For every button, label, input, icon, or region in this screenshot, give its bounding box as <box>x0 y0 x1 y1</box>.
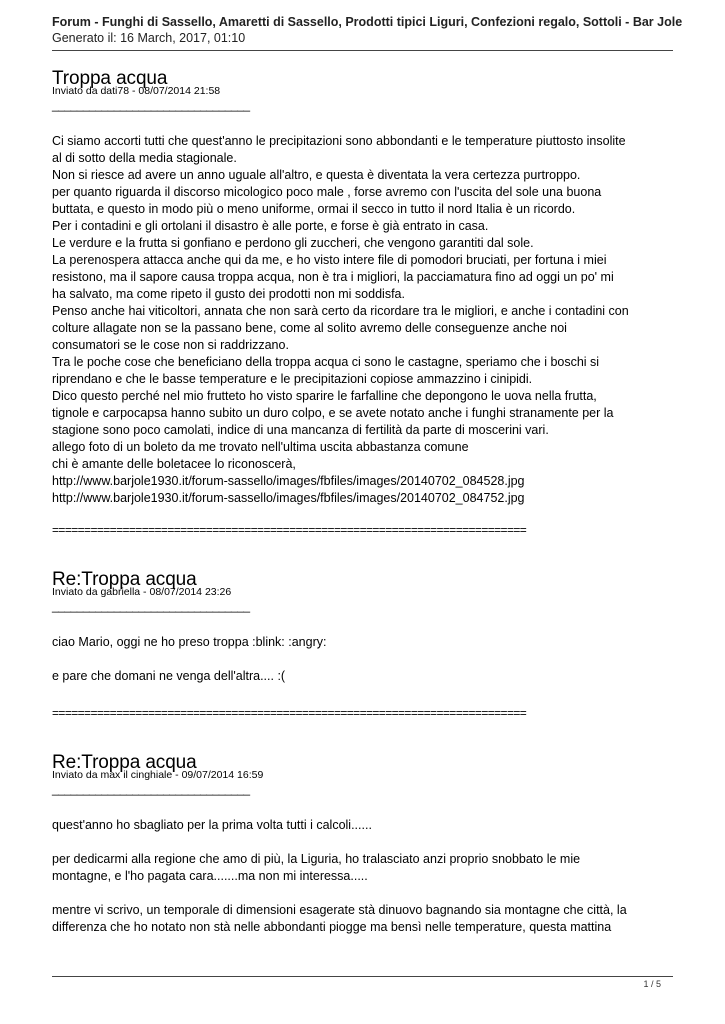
post-separator: ========================================================================== <box>52 523 527 537</box>
document-header <box>52 14 725 46</box>
post-underline: ________________________________ <box>52 782 250 796</box>
body-line: buttata, e questo in modo più o meno uniforme, ormai il secco in tutto il nord Italia è un ricordo. <box>52 202 576 216</box>
post-author-date: Inviato da gabriella - 08/07/2014 23:26 <box>52 586 232 598</box>
body-line: Per i contadini e gli ortolani il disastro è alle porte, e forse è già entrato in casa. <box>52 219 489 233</box>
forum-post <box>52 754 682 936</box>
forum-post <box>52 571 682 685</box>
post-author-date: Inviato da dati78 - 08/07/2014 21:58 <box>52 85 221 97</box>
body-line: tignole e carpocapsa hanno subito un duro colpo, e se avete notato anche i funghi stranamente per la <box>52 406 614 420</box>
body-line: allego foto di un boleto da me trovato nell'ultima uscita abbastanza comune <box>52 440 469 454</box>
body-line: per quanto riguarda il discorso micologico poco male , forse avremo con l'uscita del sole una buona <box>52 185 602 199</box>
post-body <box>52 817 682 936</box>
body-line: differenza che ho notato non stà nelle abbondanti piogge ma bensì nelle temperature, questa mattina <box>52 920 612 934</box>
body-line: Tra le poche cose che beneficiano della troppa acqua ci sono le castagne, speriamo che i boschi si <box>52 355 600 369</box>
post-author-date: Inviato da max il cinghiale - 09/07/2014 16:59 <box>52 769 264 781</box>
forum-title: Forum - Funghi di Sassello, Amaretti di Sassello, Prodotti tipici Liguri, Confezioni regalo, Sottoli - Bar Jole <box>52 15 683 29</box>
body-line: resistono, ma il sapore causa troppa acqua, non è tra i migliori, la pacciamatura fino ad oggi un po' mi <box>52 270 614 284</box>
post-body <box>52 634 682 685</box>
body-line: per dedicarmi alla regione che amo di più, la Liguria, ho tralasciato anzi proprio snobbato le mie <box>52 852 581 866</box>
body-line: e pare che domani ne venga dell'altra.... :( <box>52 669 286 683</box>
post-underline: ________________________________ <box>52 599 250 613</box>
body-line: Ci siamo accorti tutti che quest'anno le precipitazioni sono abbondanti e le temperature piuttosto insolite <box>52 134 626 148</box>
blank-line <box>52 885 682 902</box>
body-line: ciao Mario, oggi ne ho preso troppa :blink: :angry: <box>52 635 327 649</box>
post-title: Troppa acqua <box>52 68 168 89</box>
post-title: Re:Troppa acqua <box>52 569 197 590</box>
body-line: mentre vi scrivo, un temporale di dimensioni esagerate stà dinuovo bagnando sia montagne che città, la <box>52 903 627 917</box>
body-line: Penso anche hai viticoltori, annata che non sarà certo da ricordare tra le migliori, e anche i contadini con <box>52 304 629 318</box>
body-line: Dico questo perché nel mio frutteto ho visto sparire le farfalline che depongono le uova nella frutta, <box>52 389 597 403</box>
blank-line <box>52 651 682 668</box>
blank-line <box>52 834 682 851</box>
forum-post <box>52 70 682 507</box>
body-line: http://www.barjole1930.it/forum-sassello/images/fbfiles/images/20140702_084528.jpg <box>52 474 525 488</box>
body-line: consumatori se le cose non si raddrizzano. <box>52 338 289 352</box>
body-line: Le verdure e la frutta si gonfiano e perdono gli zuccheri, che vengono garantiti dal sole. <box>52 236 534 250</box>
body-line: La perenospera attacca anche qui da me, e ho visto intere file di pomodori bruciati, per fortuna i miei <box>52 253 607 267</box>
body-line: http://www.barjole1930.it/forum-sassello/images/fbfiles/images/20140702_084752.jpg <box>52 491 525 505</box>
body-line: ha salvato, ma come ripeto il gusto dei prodotti non mi soddisfa. <box>52 287 405 301</box>
post-separator: ========================================================================== <box>52 706 527 720</box>
body-line: chi è amante delle boletacee lo riconoscerà, <box>52 457 296 471</box>
post-body <box>52 133 682 507</box>
header-divider <box>52 50 673 51</box>
generated-date: Generato il: 16 March, 2017, 01:10 <box>52 31 246 45</box>
body-line: al di sotto della media stagionale. <box>52 151 237 165</box>
body-line: stagione sono poco camolati, indice di una mancanza di fertilità da parte di moscerini vari. <box>52 423 549 437</box>
body-line: montagne, e l'ho pagata cara.......ma non mi interessa..... <box>52 869 368 883</box>
footer-divider <box>52 976 673 977</box>
post-underline: ________________________________ <box>52 98 250 112</box>
body-line: Non si riesce ad avere un anno uguale all'altro, e questa è diventata la vera certezza purtroppo. <box>52 168 581 182</box>
post-title: Re:Troppa acqua <box>52 752 197 773</box>
body-line: riprendano e che le basse temperature e le precipitazioni copiose ammazzino i cinipidi. <box>52 372 533 386</box>
body-line: colture allagate non se la passano bene, come al solito avremo delle conseguenze anche noi <box>52 321 567 335</box>
body-line: quest'anno ho sbagliato per la prima volta tutti i calcoli...... <box>52 818 372 832</box>
page-number: 1 / 5 <box>643 979 661 989</box>
